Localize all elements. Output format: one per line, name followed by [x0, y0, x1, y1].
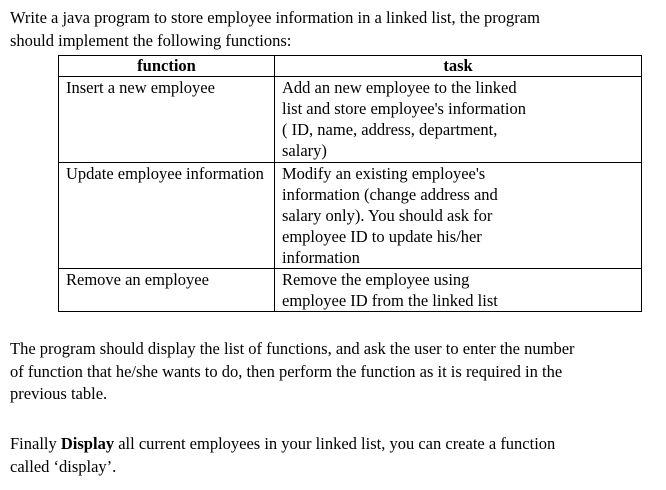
header-task: task — [275, 56, 642, 77]
intro-line: should implement the following functions: — [10, 30, 292, 50]
text: all current employees in your linked list, you can create a function — [114, 434, 556, 453]
task-line: Modify an existing employee's — [282, 164, 486, 183]
function-cell: Insert a new employee — [59, 77, 275, 163]
task-cell — [275, 163, 642, 269]
task-line: list and store employee's information — [282, 99, 527, 118]
paragraph-line — [10, 433, 555, 456]
header-function: function — [59, 56, 275, 77]
paragraph-line: previous table. — [10, 384, 108, 403]
table-row — [59, 269, 642, 312]
paragraph-line: The program should display the list of functions, and ask the user to enter the number — [10, 339, 575, 358]
task-line: employee ID to update his/her — [282, 227, 482, 246]
bold-text: Display — [60, 434, 115, 453]
task-line: salary only). You should ask for — [282, 206, 493, 225]
function-cell: Update employee information — [59, 163, 275, 269]
instructions-paragraph — [10, 338, 575, 406]
task-line: Remove the employee using — [282, 270, 470, 289]
task-cell — [275, 77, 642, 163]
task-line: information — [282, 248, 360, 267]
table-row — [59, 77, 642, 163]
task-line: employee ID from the linked list — [282, 291, 498, 310]
display-paragraph — [10, 433, 555, 478]
task-line: ( ID, name, address, department, — [282, 120, 498, 139]
task-line: Add an new employee to the linked — [282, 78, 517, 97]
functions-table — [58, 55, 642, 312]
task-line: salary) — [282, 141, 327, 160]
task-cell — [275, 269, 642, 312]
intro-paragraph — [10, 7, 540, 52]
table-row — [59, 163, 642, 269]
paragraph-line: of function that he/she wants to do, then perform the function as it is required in the — [10, 361, 563, 381]
intro-line: Write a java program to store employee information in a linked list, the program — [10, 8, 540, 27]
paragraph-line: called ‘display’. — [10, 456, 117, 476]
text: Finally — [10, 434, 61, 453]
task-line: information (change address and — [282, 185, 498, 204]
table-header-row — [59, 56, 642, 77]
function-cell: Remove an employee — [59, 269, 275, 312]
